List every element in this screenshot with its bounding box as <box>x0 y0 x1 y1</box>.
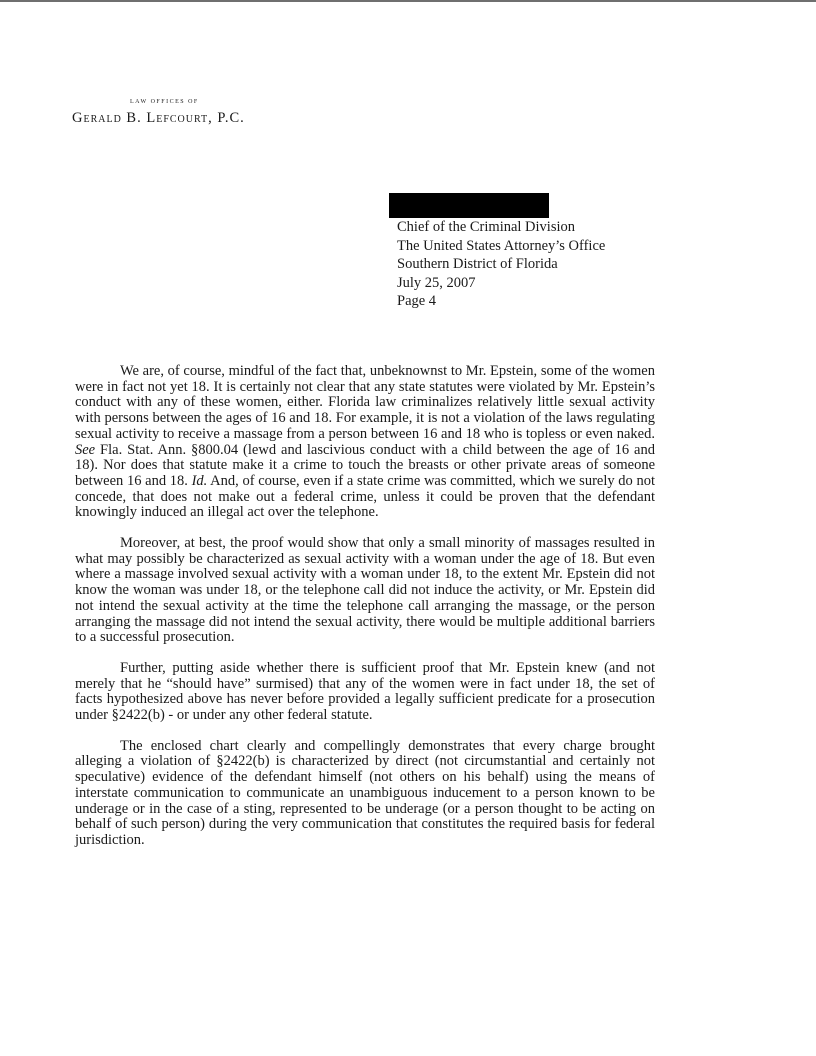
letter-body <box>75 364 655 864</box>
citation-signal: Id. <box>191 472 208 489</box>
recipient-district: Southern District of Florida <box>397 256 558 272</box>
letterhead-firm-name: Gerald B. Lefcourt, P.C. <box>72 110 245 126</box>
body-paragraph-3: Further, putting aside whether there is sufficient proof that Mr. Epstein knew (and not merely that he “should have” surmised) that any of the women were in fact under 18, the set of facts hypothesized above has never before provided a legally sufficient predicate for a prosecution under §2422(b) - or under any other federal statute. <box>75 659 655 724</box>
recipient-office: The United States Attorney’s Office <box>397 237 606 254</box>
body-paragraph-4: The enclosed chart clearly and compellingly demonstrates that every charge brought alleging a violation of §2422(b) is characterized by direct (not circumstantial and certainly not speculative) evidence of the defendant himself (not others on his behalf) using the means of interstate communication to communicate an unambiguous inducement to a person known to be underage or in the case of a sting, represented to be underage (or a person thought to be acting on behalf of such person) during the very communication that constitutes the required basis for federal jurisdiction. <box>75 737 655 848</box>
page-number: Page 4 <box>397 293 437 309</box>
page-top-edge <box>0 0 816 2</box>
recipient-title: Chief of the Criminal Division <box>397 219 576 235</box>
citation-signal: See <box>75 441 96 458</box>
paragraph-text: Fla. Stat. Ann. §800.04 (lewd and lascivious conduct with a child between the age of 16 and 18). Nor does that statute make it a crime to touch the breasts or other private areas of someone between 16 and 18. <box>75 441 655 489</box>
paragraph-text: And, of course, even if a state crime was committed, which we surely do not concede, that does not make out a federal crime, unless it could be proven that the defendant knowingly induced an illegal act over the telephone. <box>75 472 655 521</box>
recipient-block <box>397 218 697 311</box>
paragraph-text: We are, of course, mindful of the fact that, unbeknownst to Mr. Epstein, some of the women were in fact not yet 18. It is certainly not clear that any state statutes were violated by Mr. Epstein’s conduct with any of these women, either. Florida law criminalizes relatively little sexual activity with persons between the ages of 16 and 18. For example, it is not a violation of the laws regulating sexual activity to receive a massage from a person between 16 and 18 who is topless or even naked. <box>75 363 655 442</box>
body-paragraph-2: Moreover, at best, the proof would show that only a small minority of massages resulted in what may possibly be characterized as sexual activity with a woman under the age of 18. But even where a massage involved sexual activity with a woman under 18, to the extent Mr. Epstein did not know the woman was under 18, or the telephone call did not induce the activity, or Mr. Epstein did not intend the sexual activity at the time the telephone call arranging the massage, or the person arranging the massage did not intend the sexual activity, there would be multiple additional barriers to a successful prosecution. <box>75 535 655 646</box>
redaction-bar <box>389 193 549 218</box>
body-paragraph-1 <box>75 364 655 521</box>
letter-date: July 25, 2007 <box>397 274 476 291</box>
letterhead-caption: LAW OFFICES OF <box>130 99 199 105</box>
